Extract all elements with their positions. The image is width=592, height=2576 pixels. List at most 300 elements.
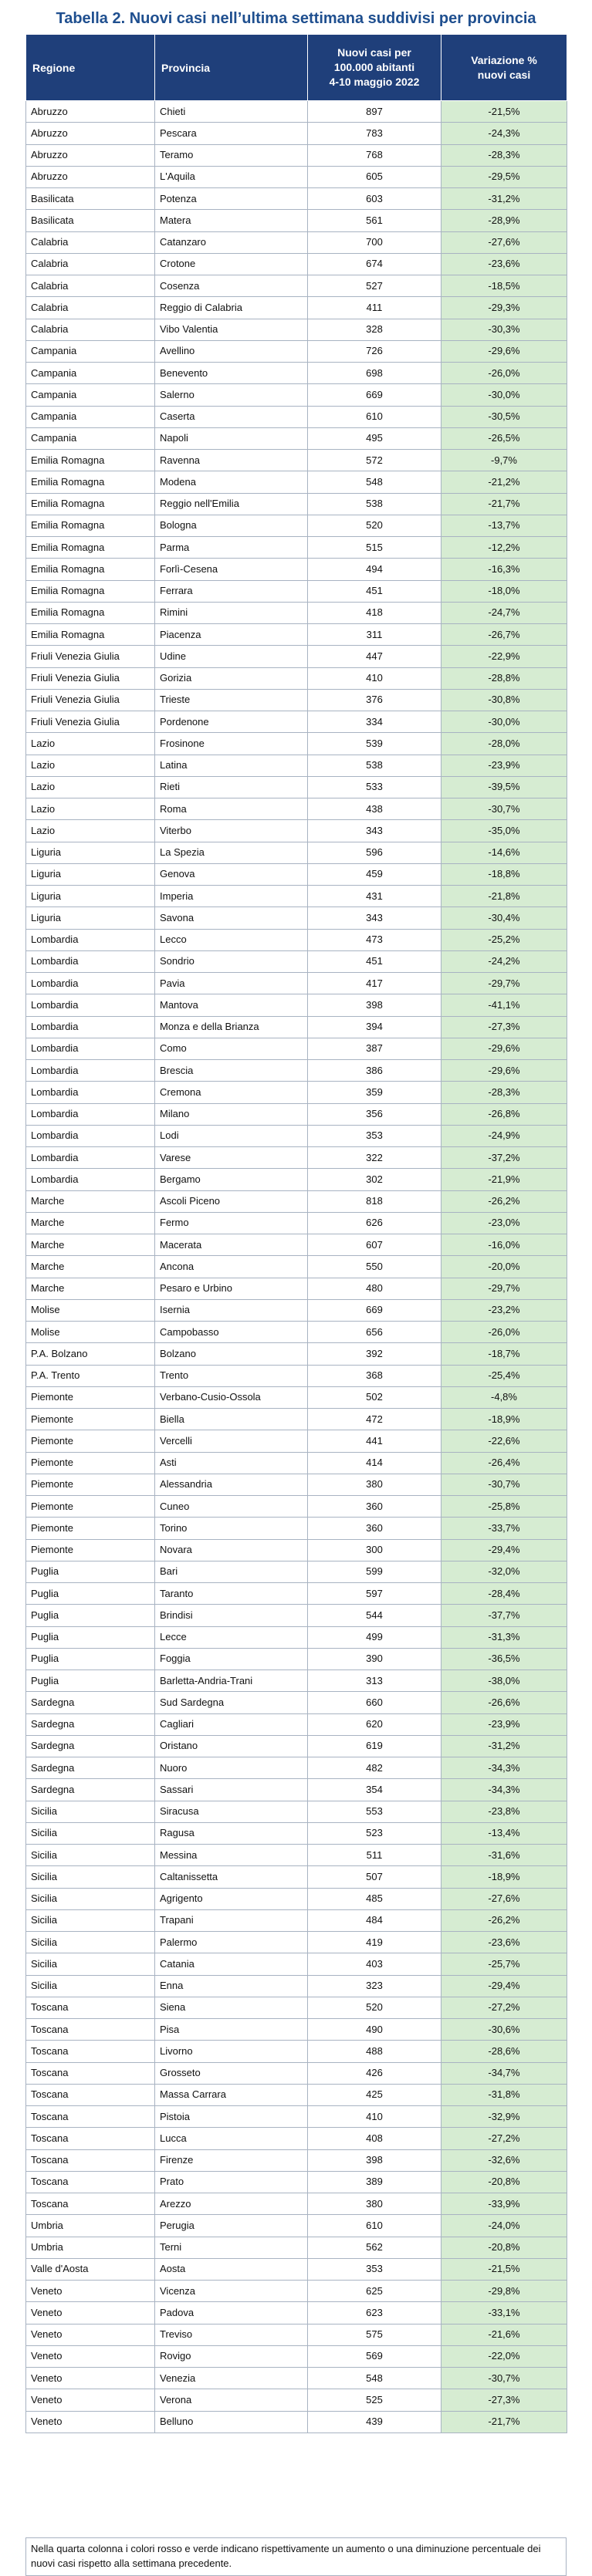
cell-provincia: La Spezia [155,842,308,863]
cell-nuovi-casi: 398 [308,994,441,1016]
cell-variazione: -23,6% [441,1932,567,1953]
table-row [26,886,567,907]
cell-nuovi-casi: 674 [308,253,441,275]
cell-regione: Lazio [26,776,155,798]
cell-nuovi-casi: 539 [308,733,441,755]
cell-variazione: -28,0% [441,733,567,755]
cell-regione: Abruzzo [26,144,155,166]
cell-provincia: Trapani [155,1909,308,1931]
cell-nuovi-casi: 607 [308,1234,441,1256]
cell-regione: Sicilia [26,1975,155,1997]
cell-provincia: Cosenza [155,275,308,297]
cell-variazione: -18,9% [441,1866,567,1888]
cell-regione: Emilia Romagna [26,580,155,602]
cell-provincia: Grosseto [155,2062,308,2084]
cell-nuovi-casi: 669 [308,1299,441,1321]
table-row [26,2128,567,2149]
cell-regione: Campania [26,427,155,449]
table-row [26,1888,567,1909]
table-row [26,2258,567,2280]
table-row [26,427,567,449]
table-row [26,1561,567,1582]
cell-regione: Lazio [26,733,155,755]
cell-nuovi-casi: 548 [308,471,441,493]
cell-regione: Friuli Venezia Giulia [26,689,155,711]
table-row [26,1518,567,1539]
cell-regione: Lombardia [26,950,155,972]
table-row [26,101,567,123]
table-row [26,1496,567,1518]
header-variazione [441,35,567,101]
cell-provincia: Salerno [155,384,308,406]
table-row [26,2389,567,2411]
cell-variazione: -29,4% [441,1539,567,1561]
cell-variazione: -25,7% [441,1953,567,1975]
table-row [26,1845,567,1866]
cell-nuovi-casi: 527 [308,275,441,297]
cell-provincia: Caserta [155,406,308,427]
cell-variazione: -29,8% [441,2281,567,2302]
cell-provincia: Vicenza [155,2281,308,2302]
cell-regione: Toscana [26,2106,155,2128]
cell-provincia: Rovigo [155,2345,308,2367]
cell-nuovi-casi: 700 [308,231,441,253]
cell-nuovi-casi: 368 [308,1365,441,1386]
table-row [26,1932,567,1953]
cell-provincia: Cagliari [155,1713,308,1735]
cell-variazione: -32,6% [441,2149,567,2171]
table-row [26,1539,567,1561]
cell-nuovi-casi: 451 [308,580,441,602]
cell-nuovi-casi: 380 [308,2193,441,2215]
cell-provincia: Mantova [155,994,308,1016]
table-body [26,101,567,2433]
cell-provincia: Macerata [155,1234,308,1256]
cell-regione: Lombardia [26,1038,155,1059]
cell-provincia: Lecce [155,1626,308,1648]
cell-provincia: Frosinone [155,733,308,755]
cell-regione: Calabria [26,275,155,297]
table-row [26,1190,567,1212]
cell-provincia: Caltanissetta [155,1866,308,1888]
cell-regione: Piemonte [26,1430,155,1452]
cell-provincia: Reggio nell'Emilia [155,493,308,515]
table-row [26,2084,567,2105]
cell-variazione: -33,9% [441,2193,567,2215]
cell-nuovi-casi: 818 [308,1190,441,1212]
cell-nuovi-casi: 569 [308,2345,441,2367]
cell-variazione: -18,8% [441,863,567,885]
header-nuovi-casi-line1: Nuovi casi per [337,46,411,59]
cell-nuovi-casi: 897 [308,101,441,123]
cell-provincia: Potenza [155,188,308,210]
cell-variazione: -20,0% [441,1256,567,1278]
cell-variazione: -27,6% [441,231,567,253]
cell-provincia: Enna [155,1975,308,1997]
cell-variazione: -30,7% [441,798,567,820]
table-row [26,275,567,297]
cell-variazione: -18,0% [441,580,567,602]
table-row [26,1801,567,1822]
table-row [26,1082,567,1103]
cell-regione: Marche [26,1212,155,1234]
cell-variazione: -4,8% [441,1386,567,1408]
table-row [26,1125,567,1146]
cell-provincia: Udine [155,646,308,667]
cell-provincia: Pescara [155,123,308,144]
cell-nuovi-casi: 525 [308,2389,441,2411]
table-title: Tabella 2. Nuovi casi nell’ultima settimana suddivisi per provincia [56,10,536,27]
table-row [26,1670,567,1692]
cell-regione: Lazio [26,798,155,820]
table-row [26,1212,567,1234]
table-row [26,1409,567,1430]
cell-nuovi-casi: 302 [308,1169,441,1190]
cell-nuovi-casi: 353 [308,2258,441,2280]
cell-provincia: Varese [155,1147,308,1169]
cell-nuovi-casi: 488 [308,2041,441,2062]
cell-provincia: Firenze [155,2149,308,2171]
cell-regione: Puglia [26,1670,155,1692]
cell-regione: Piemonte [26,1518,155,1539]
cell-provincia: Torino [155,1518,308,1539]
table-row [26,1692,567,1713]
table-row [26,1060,567,1082]
cell-nuovi-casi: 376 [308,689,441,711]
table-row [26,2019,567,2041]
cell-provincia: Matera [155,210,308,231]
table-row [26,733,567,755]
cell-provincia: Bolzano [155,1343,308,1365]
cell-variazione: -39,5% [441,776,567,798]
cell-regione: Campania [26,384,155,406]
cell-provincia: Siena [155,1997,308,2018]
cell-regione: Marche [26,1278,155,1299]
cell-regione: Toscana [26,2171,155,2193]
cell-provincia: Pordenone [155,711,308,733]
table-row [26,950,567,972]
cell-provincia: Modena [155,471,308,493]
cell-regione: Piemonte [26,1409,155,1430]
cell-variazione: -18,7% [441,1343,567,1365]
cell-nuovi-casi: 768 [308,144,441,166]
cell-regione: Toscana [26,2149,155,2171]
cell-provincia: Catania [155,1953,308,1975]
table-row [26,1256,567,1278]
cell-variazione: -29,7% [441,1278,567,1299]
table-row [26,144,567,166]
cell-regione: Abruzzo [26,123,155,144]
cell-variazione: -24,9% [441,1125,567,1146]
cell-provincia: Bologna [155,515,308,536]
cell-provincia: Bari [155,1561,308,1582]
table-row [26,1474,567,1495]
cell-variazione: -20,8% [441,2237,567,2258]
table-row [26,2041,567,2062]
cell-provincia: Rieti [155,776,308,798]
cell-regione: Veneto [26,2389,155,2411]
cell-variazione: -28,6% [441,2041,567,2062]
table-row [26,1234,567,1256]
table-row [26,1343,567,1365]
cell-variazione: -13,7% [441,515,567,536]
table-row [26,253,567,275]
cell-regione: P.A. Trento [26,1365,155,1386]
cell-provincia: Fermo [155,1212,308,1234]
cell-variazione: -29,4% [441,1975,567,1997]
cell-variazione: -31,3% [441,1626,567,1648]
cell-regione: Campania [26,406,155,427]
cell-provincia: Milano [155,1103,308,1125]
cell-variazione: -34,3% [441,1779,567,1801]
table-row [26,123,567,144]
cell-variazione: -28,9% [441,210,567,231]
cell-regione: Lombardia [26,1060,155,1082]
cell-nuovi-casi: 394 [308,1016,441,1038]
cell-nuovi-casi: 553 [308,1801,441,1822]
cell-regione: Valle d'Aosta [26,2258,155,2280]
cell-variazione: -29,3% [441,297,567,319]
cell-nuovi-casi: 610 [308,2215,441,2237]
table-row [26,646,567,667]
cell-provincia: Cuneo [155,1496,308,1518]
cell-provincia: Sassari [155,1779,308,1801]
cell-variazione: -31,2% [441,188,567,210]
cell-provincia: Massa Carrara [155,2084,308,2105]
cell-provincia: Verona [155,2389,308,2411]
cell-regione: Marche [26,1190,155,1212]
table-row [26,2302,567,2324]
cell-nuovi-casi: 520 [308,1997,441,2018]
cell-regione: Sicilia [26,1953,155,1975]
cell-nuovi-casi: 495 [308,427,441,449]
cell-regione: Lombardia [26,1125,155,1146]
cell-provincia: Foggia [155,1648,308,1670]
cell-nuovi-casi: 550 [308,1256,441,1278]
cell-variazione: -27,6% [441,1888,567,1909]
cell-nuovi-casi: 511 [308,1845,441,1866]
cell-variazione: -25,4% [441,1365,567,1386]
cell-nuovi-casi: 418 [308,602,441,623]
cell-provincia: Brindisi [155,1605,308,1626]
cell-regione: Toscana [26,2084,155,2105]
cell-provincia: Livorno [155,2041,308,2062]
cell-provincia: Imperia [155,886,308,907]
cell-regione: Piemonte [26,1474,155,1495]
cell-provincia: Aosta [155,2258,308,2280]
table-row [26,297,567,319]
cell-nuovi-casi: 323 [308,1975,441,1997]
cell-variazione: -31,2% [441,1735,567,1757]
cell-regione: Lombardia [26,1082,155,1103]
cell-variazione: -26,8% [441,1103,567,1125]
cell-variazione: -18,9% [441,1409,567,1430]
cell-provincia: Messina [155,1845,308,1866]
cell-nuovi-casi: 380 [308,1474,441,1495]
cell-nuovi-casi: 343 [308,820,441,842]
cell-variazione: -34,3% [441,1757,567,1779]
cell-provincia: Parma [155,537,308,559]
cell-nuovi-casi: 390 [308,1648,441,1670]
cell-variazione: -37,7% [441,1605,567,1626]
cell-nuovi-casi: 451 [308,950,441,972]
cell-variazione: -28,3% [441,1082,567,1103]
cell-provincia: Treviso [155,2324,308,2345]
cell-variazione: -29,6% [441,1060,567,1082]
cell-nuovi-casi: 459 [308,863,441,885]
cell-provincia: Genova [155,863,308,885]
table-row [26,340,567,362]
cell-variazione: -30,6% [441,2019,567,2041]
table-header [26,35,567,101]
table-row [26,2149,567,2171]
header-variazione-line2: nuovi casi [477,68,531,81]
cell-regione: Toscana [26,2041,155,2062]
cell-regione: Calabria [26,253,155,275]
cell-provincia: Venezia [155,2368,308,2389]
cell-regione: Lazio [26,820,155,842]
table-row [26,2411,567,2433]
table-row [26,1386,567,1408]
cell-variazione: -23,9% [441,755,567,776]
cell-regione: Sicilia [26,1845,155,1866]
cell-regione: Veneto [26,2324,155,2345]
table-row [26,1975,567,1997]
cell-regione: Marche [26,1256,155,1278]
cell-nuovi-casi: 439 [308,2411,441,2433]
cell-nuovi-casi: 447 [308,646,441,667]
table-row [26,1713,567,1735]
cell-nuovi-casi: 438 [308,798,441,820]
cell-nuovi-casi: 515 [308,537,441,559]
cell-regione: Umbria [26,2237,155,2258]
cell-nuovi-casi: 403 [308,1953,441,1975]
cell-variazione: -24,3% [441,123,567,144]
table-row [26,1909,567,1931]
table-row [26,450,567,471]
cell-regione: Sardegna [26,1692,155,1713]
cell-variazione: -27,3% [441,1016,567,1038]
table-row [26,363,567,384]
cell-nuovi-casi: 597 [308,1583,441,1605]
cell-regione: Sardegna [26,1757,155,1779]
table-row [26,1757,567,1779]
cell-variazione: -26,7% [441,624,567,646]
cell-nuovi-casi: 300 [308,1539,441,1561]
cell-provincia: Nuoro [155,1757,308,1779]
cell-provincia: Chieti [155,101,308,123]
cell-nuovi-casi: 538 [308,493,441,515]
cell-regione: Emilia Romagna [26,515,155,536]
cell-regione: Lombardia [26,1147,155,1169]
cell-variazione: -23,2% [441,1299,567,1321]
table-row [26,406,567,427]
table-row [26,2368,567,2389]
cell-provincia: Piacenza [155,624,308,646]
cell-variazione: -20,8% [441,2171,567,2193]
table-row [26,166,567,187]
cell-regione: P.A. Bolzano [26,1343,155,1365]
cell-provincia: Padova [155,2302,308,2324]
cell-variazione: -26,2% [441,1190,567,1212]
cell-variazione: -26,4% [441,1452,567,1474]
cell-regione: Veneto [26,2411,155,2433]
cell-provincia: Lucca [155,2128,308,2149]
cell-nuovi-casi: 485 [308,1888,441,1909]
table-row [26,624,567,646]
cell-provincia: Crotone [155,253,308,275]
cell-provincia: Barletta-Andria-Trani [155,1670,308,1692]
cell-regione: Sicilia [26,1932,155,1953]
cell-regione: Campania [26,340,155,362]
cell-variazione: -16,0% [441,1234,567,1256]
cell-regione: Lombardia [26,1103,155,1125]
cell-regione: Emilia Romagna [26,450,155,471]
cell-nuovi-casi: 311 [308,624,441,646]
cell-variazione: -26,0% [441,1322,567,1343]
cell-regione: Piemonte [26,1452,155,1474]
cell-regione: Calabria [26,231,155,253]
cell-variazione: -21,5% [441,101,567,123]
table-row [26,689,567,711]
cell-variazione: -31,6% [441,1845,567,1866]
cell-nuovi-casi: 625 [308,2281,441,2302]
cell-variazione: -23,9% [441,1713,567,1735]
cell-variazione: -28,4% [441,1583,567,1605]
cell-nuovi-casi: 356 [308,1103,441,1125]
cell-variazione: -21,9% [441,1169,567,1190]
cell-nuovi-casi: 425 [308,2084,441,2105]
table-row [26,1605,567,1626]
cell-regione: Toscana [26,2193,155,2215]
cell-nuovi-casi: 572 [308,450,441,471]
cell-regione: Lombardia [26,1169,155,1190]
cell-variazione: -32,9% [441,2106,567,2128]
cell-provincia: Ancona [155,1256,308,1278]
table-row [26,2193,567,2215]
cell-regione: Basilicata [26,210,155,231]
cell-regione: Calabria [26,297,155,319]
table-row [26,842,567,863]
cell-regione: Sicilia [26,1888,155,1909]
table-row [26,1997,567,2018]
cell-regione: Emilia Romagna [26,537,155,559]
cell-variazione: -28,3% [441,144,567,166]
cell-variazione: -30,4% [441,907,567,929]
table-row [26,1016,567,1038]
cell-provincia: Ascoli Piceno [155,1190,308,1212]
cell-regione: Lazio [26,755,155,776]
cell-variazione: -25,8% [441,1496,567,1518]
cell-regione: Sardegna [26,1779,155,1801]
cell-provincia: Prato [155,2171,308,2193]
table-row [26,711,567,733]
table-row [26,1038,567,1059]
cell-nuovi-casi: 313 [308,1670,441,1692]
cell-provincia: Siracusa [155,1801,308,1822]
cell-variazione: -30,7% [441,1474,567,1495]
table-row [26,2324,567,2345]
cell-provincia: Taranto [155,1583,308,1605]
cell-regione: Veneto [26,2368,155,2389]
table-row [26,863,567,885]
cell-variazione: -27,2% [441,2128,567,2149]
header-regione: Regione [26,35,155,101]
cell-provincia: Rimini [155,602,308,623]
cell-regione: Liguria [26,886,155,907]
cell-regione: Sicilia [26,1909,155,1931]
cell-nuovi-casi: 533 [308,776,441,798]
